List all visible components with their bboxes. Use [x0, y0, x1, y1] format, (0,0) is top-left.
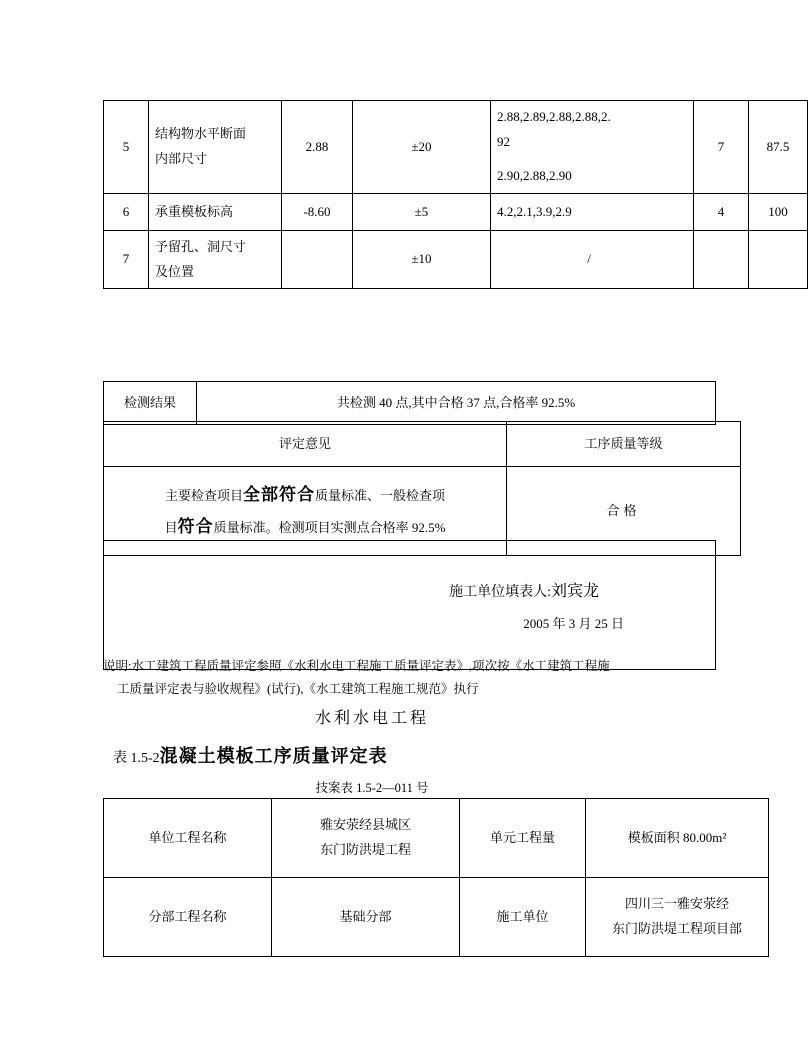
unit-quantity-label: 单元工程量	[460, 799, 586, 878]
row-qualified-count: 4	[694, 194, 749, 231]
measured-line: 4.2,2.1,3.9,2.9	[497, 203, 572, 219]
measured-line: 2.88,2.89,2.88,2.88,2.	[497, 109, 611, 124]
eval-emphasis: 全部符合	[243, 484, 315, 504]
table-row	[104, 194, 808, 231]
measured-line: /	[587, 251, 591, 267]
row-item-line: 承重模板标高	[155, 203, 234, 219]
row-item	[149, 194, 282, 231]
table-row	[104, 878, 769, 957]
row-qualified-pct: 87.5	[749, 101, 808, 194]
row-measured-values	[491, 194, 694, 231]
row-qualified-count: 7	[694, 101, 749, 194]
row-measured-values	[491, 231, 694, 289]
row-design-value: 2.88	[282, 101, 353, 194]
measured-line: 92	[497, 133, 510, 149]
eval-text: 质量标准。检测项目实测点合格率 92.5%	[213, 520, 446, 535]
signature-cell	[104, 541, 716, 670]
row-number: 5	[104, 101, 149, 194]
table-row	[104, 422, 741, 467]
organization-title: 水利水电工程	[314, 710, 429, 727]
process-quality-grade-header: 工序质量等级	[507, 422, 741, 467]
detection-result-table	[103, 381, 716, 425]
value-line: 基础分部	[339, 908, 392, 924]
value-line: 模板面积 80.00m²	[627, 829, 727, 845]
evaluation-table	[103, 421, 741, 556]
detection-result-label: 检测结果	[104, 382, 197, 425]
filler-line	[110, 573, 709, 611]
evaluation-line-2	[110, 511, 500, 543]
value-line: 四川三一雅安荥经	[624, 896, 729, 912]
row-item	[149, 231, 282, 289]
eval-text: 目	[164, 520, 178, 535]
eval-emphasis: 符合	[177, 517, 214, 536]
process-quality-grade-value: 合格	[507, 467, 741, 556]
division-project-name-label: 分部工程名称	[104, 878, 272, 957]
table-row	[104, 101, 808, 194]
value-line: 东门防洪堤工程	[319, 842, 411, 857]
row-measured-values	[491, 101, 694, 194]
row-design-value	[282, 231, 353, 289]
table-row	[104, 231, 808, 289]
row-item-line: 内部尺寸	[155, 151, 208, 167]
evaluation-opinion-header: 评定意见	[104, 422, 507, 467]
evaluation-line-1	[110, 479, 500, 511]
row-tolerance: ±20	[353, 101, 491, 194]
signature-table	[103, 540, 716, 670]
construction-unit-label: 施工单位	[460, 878, 586, 957]
form-doc-code: 技案表 1.5-2—011 号	[315, 781, 429, 795]
construction-unit-value	[586, 878, 769, 957]
eval-text: 主要检查项目	[164, 487, 243, 503]
row-number: 6	[104, 194, 149, 231]
row-design-value: -8.60	[282, 194, 353, 231]
measured-spacer	[497, 154, 687, 164]
table-row	[104, 799, 769, 878]
form-title-text: 混凝土模板工序质量评定表	[159, 746, 388, 766]
row-qualified-pct	[749, 231, 808, 289]
row-item	[149, 101, 282, 194]
footnote	[103, 655, 723, 701]
footnote-line-1: 说明:水工建筑工程质量评定参照《水利水电工程施工质量评定表》,项次按《水工建筑工程施	[103, 659, 610, 673]
unit-project-name-value	[272, 799, 460, 878]
row-item-line: 结构物水平断面	[155, 126, 247, 142]
row-item-line: 予留孔、洞尺寸	[155, 239, 247, 255]
row-tolerance: ±5	[353, 194, 491, 231]
row-qualified-count	[694, 231, 749, 289]
row-number: 7	[104, 231, 149, 289]
inspection-items-table	[103, 100, 808, 289]
signature-date: 2005 年 3 月 25 日	[523, 615, 624, 631]
measured-line: 2.90,2.88,2.90	[497, 168, 572, 184]
unit-project-name-label: 单位工程名称	[104, 799, 272, 878]
value-line: 雅安荥经县城区	[319, 817, 411, 833]
value-line: 东门防洪堤工程项目部	[611, 921, 742, 936]
filler-name: 刘宾龙	[550, 583, 599, 601]
footnote-line-2: 工质量评定表与验收规程》(试行),《水工建筑工程施工规范》执行	[117, 682, 479, 697]
table-row	[104, 541, 716, 670]
project-info-table	[103, 798, 769, 957]
unit-quantity-value	[586, 799, 769, 878]
detection-result-value: 共检测 40 点,其中合格 37 点,合格率 92.5%	[197, 382, 716, 425]
row-item-line: 及位置	[155, 263, 195, 279]
table-row	[104, 382, 716, 425]
form-title	[113, 742, 388, 768]
eval-text: 质量标准、一般检查项	[315, 487, 446, 503]
filler-label: 施工单位填表人:	[449, 585, 551, 601]
row-tolerance: ±10	[353, 231, 491, 289]
row-qualified-pct: 100	[749, 194, 808, 231]
form-number: 表 1.5-2	[113, 751, 160, 766]
division-project-name-value	[272, 878, 460, 957]
